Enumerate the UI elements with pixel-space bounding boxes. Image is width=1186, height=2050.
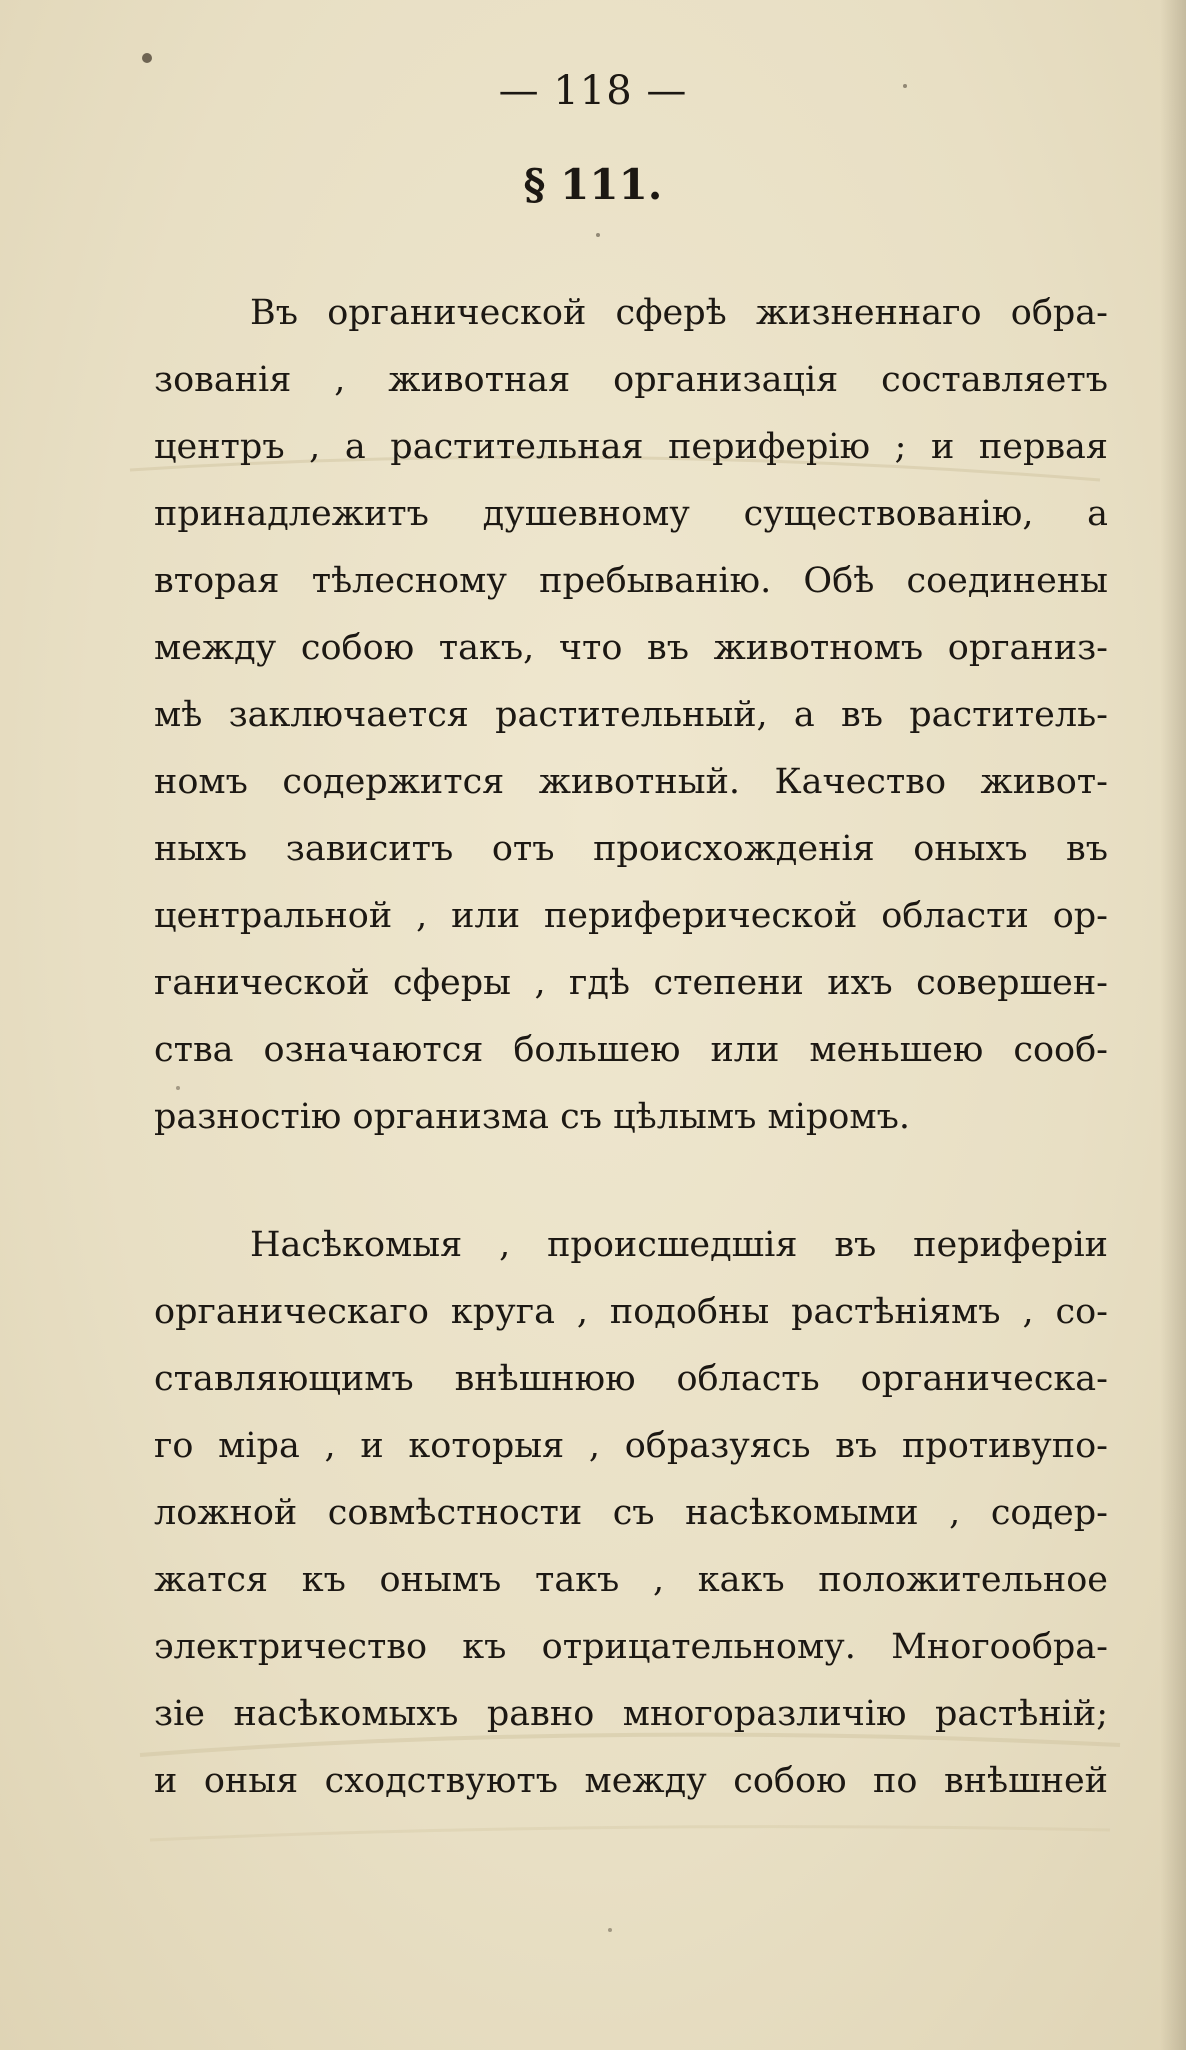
page-number: — 118 — [498,68,688,114]
ink-speck [142,53,152,63]
text-line: ганической сферы , гдѣ степени ихъ совершен- [154,963,1108,1003]
paragraph-2 [154,1212,1108,1815]
text-line: жатся къ онымъ такъ , какъ положительное [154,1560,1108,1600]
text-line: центръ , а растительная периферію ; и первая [154,427,1108,467]
text-line: между собою такъ, что въ животномъ организ- [154,628,1108,668]
ink-speck [596,233,600,237]
text-line: ставляющимъ внѣшнюю область органическа- [154,1359,1108,1399]
text-line: Насѣкомыя , происшедшія въ периферіи [250,1225,1108,1265]
ink-speck [608,1928,612,1932]
text-line: вторая тѣлесному пребыванію. Обѣ соединены [154,561,1108,601]
text-line: ложной совмѣстности съ насѣкомыми , содер- [154,1493,1108,1533]
text-line: номъ содержится животный. Качество живот- [154,762,1108,802]
text-line: Въ органической сферѣ жизненнаго обра- [250,293,1108,333]
text-line: зіе насѣкомыхъ равно многоразличію растѣній; [154,1694,1108,1734]
text-line: го міра , и которыя , образуясь въ противупо- [154,1426,1108,1466]
text-line: электричество къ отрицательному. Многообра- [154,1627,1108,1667]
text-line: мѣ заключается растительный, а въ раститель- [154,695,1108,735]
text-line: разностію организма съ цѣлымъ міромъ. [154,1097,910,1137]
faint-crease [150,1827,1110,1840]
text-line: и оныя сходствуютъ между собою по внѣшней [154,1761,1108,1801]
text-line: зованія , животная организація составляетъ [154,360,1108,400]
text-line: центральной , или периферической области ор- [154,896,1108,936]
paragraph-1 [154,280,1108,1151]
text-line: ства означаются большею или меньшею сооб- [154,1030,1108,1070]
text-line: ныхъ зависитъ отъ происхожденія оныхъ въ [154,829,1108,869]
text-line: принадлежитъ душевному существованію, а [154,494,1108,534]
section-heading: § 111. [523,160,663,209]
text-line: органическаго круга , подобны растѣніямъ , со- [154,1292,1108,1332]
page-edge-shadow [1160,0,1186,2050]
